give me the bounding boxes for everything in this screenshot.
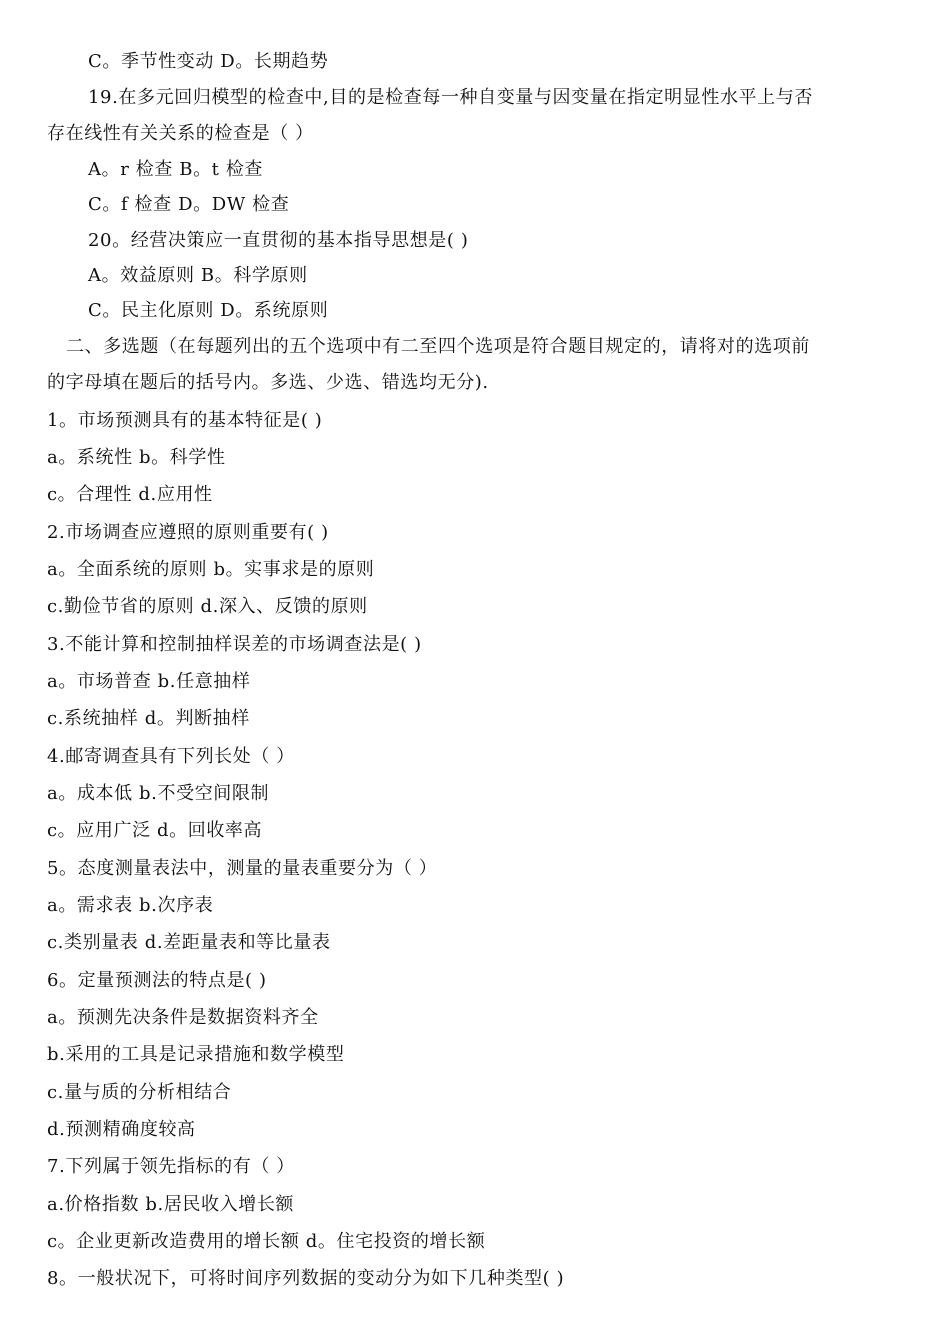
q5-option: a。需求表 b.次序表: [47, 895, 214, 916]
q19-options-ab: A。r 检查 B。t 检查: [88, 159, 264, 180]
q7-option: c。企业更新改造费用的增长额 d。住宅投资的增长额: [47, 1231, 486, 1252]
section2-heading-line2: 的字母填在题后的括号内。多选、少选、错选均无分).: [47, 372, 489, 393]
q19-stem-line2: 存在线性有关关系的检查是（ ）: [47, 123, 314, 144]
q5-option: c.类别量表 d.差距量表和等比量表: [47, 932, 331, 953]
section2-heading-line1: 二、多选题（在每题列出的五个选项中有二至四个选项是符合题目规定的，请将对的选项前: [66, 336, 810, 357]
q4-option: c。应用广泛 d。回收率高: [47, 820, 263, 841]
q3-option: a。市场普查 b.任意抽样: [47, 671, 251, 692]
q3-stem: 3.不能计算和控制抽样误差的市场调查法是( ): [47, 634, 422, 655]
q19-options-cd: C。f 检查 D。DW 检查: [88, 194, 290, 215]
q7-option: a.价格指数 b.居民收入增长额: [47, 1194, 295, 1215]
q1-option: c。合理性 d.应用性: [47, 484, 213, 505]
q5-stem: 5。态度测量表法中，测量的量表重要分为（ ）: [47, 858, 438, 879]
q20-options-cd: C。民主化原则 D。系统原则: [88, 300, 329, 321]
q2-stem: 2.市场调查应遵照的原则重要有( ): [47, 522, 329, 543]
q4-option: a。成本低 b.不受空间限制: [47, 783, 270, 804]
q20-stem: 20。经营决策应一直贯彻的基本指导思想是( ): [88, 230, 469, 251]
q20-options-ab: A。效益原则 B。科学原则: [88, 265, 308, 286]
q4-stem: 4.邮寄调查具有下列长处（ ）: [47, 746, 295, 767]
q1-option: a。系统性 b。科学性: [47, 447, 226, 468]
q6-option: c.量与质的分析相结合: [47, 1082, 232, 1103]
q18-options-cd: C。季节性变动 D。长期趋势: [88, 51, 329, 72]
q6-stem: 6。定量预测法的特点是( ): [47, 970, 267, 991]
q1-stem: 1。市场预测具有的基本特征是( ): [47, 410, 323, 431]
q8-stem: 8。一般状况下，可将时间序列数据的变动分为如下几种类型( ): [47, 1268, 565, 1289]
q6-option: b.采用的工具是记录措施和数学模型: [47, 1044, 345, 1065]
q2-option: a。全面系统的原则 b。实事求是的原则: [47, 559, 375, 580]
q3-option: c.系统抽样 d。判断抽样: [47, 708, 250, 729]
q7-stem: 7.下列属于领先指标的有（ ）: [47, 1156, 295, 1177]
q6-option: a。预测先决条件是数据资料齐全: [47, 1007, 319, 1028]
q2-option: c.勤俭节省的原则 d.深入、反馈的原则: [47, 596, 368, 617]
q6-option: d.预测精确度较高: [47, 1119, 196, 1140]
q19-stem-line1: 19.在多元回归模型的检查中,目的是检查每一种自变量与因变量在指定明显性水平上与否: [88, 87, 813, 108]
